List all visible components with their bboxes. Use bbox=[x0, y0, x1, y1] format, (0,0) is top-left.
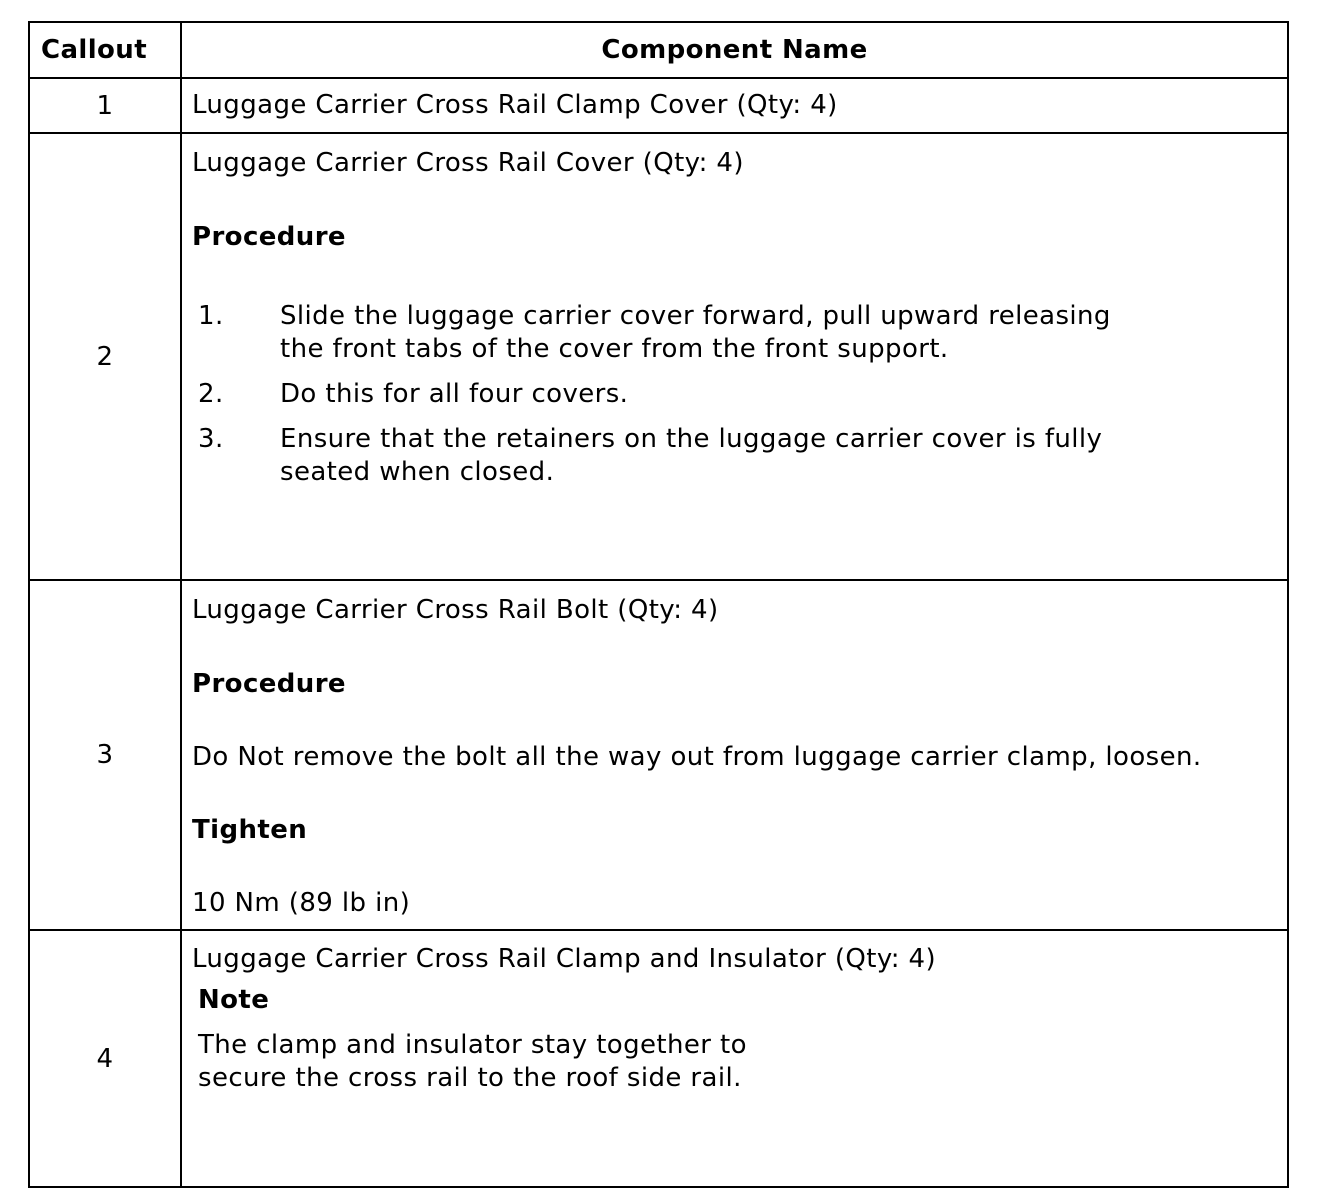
component-cell bbox=[181, 930, 1288, 1187]
list-item bbox=[192, 423, 1277, 489]
component-name: Luggage Carrier Cross Rail Clamp Cover (Qty: 4) bbox=[192, 90, 838, 120]
step-text: Slide the luggage carrier cover forward, pull upward releasing bbox=[280, 301, 1111, 331]
component-name: Luggage Carrier Cross Rail Cover (Qty: 4) bbox=[192, 148, 744, 178]
step-text: Do this for all four covers. bbox=[280, 379, 629, 409]
procedure-steps bbox=[192, 300, 1277, 489]
header-callout: Callout bbox=[29, 22, 181, 78]
note-heading: Note bbox=[198, 985, 270, 1015]
step-number: 3. bbox=[198, 424, 224, 454]
component-cell bbox=[181, 580, 1288, 930]
procedure-heading: Procedure bbox=[192, 222, 346, 252]
component-table bbox=[28, 21, 1289, 1188]
step-text: seated when closed. bbox=[280, 457, 555, 487]
step-number: 2. bbox=[198, 379, 224, 409]
tighten-heading: Tighten bbox=[192, 815, 308, 845]
table-row bbox=[29, 930, 1288, 1187]
table-row bbox=[29, 580, 1288, 930]
component-name: Luggage Carrier Cross Rail Clamp and Insulator (Qty: 4) bbox=[192, 944, 937, 974]
callout-number: 1 bbox=[29, 78, 181, 133]
list-item bbox=[192, 300, 1277, 366]
component-name: Luggage Carrier Cross Rail Bolt (Qty: 4) bbox=[192, 595, 719, 625]
procedure-heading: Procedure bbox=[192, 669, 346, 699]
torque-value: 10 Nm (89 lb in) bbox=[192, 888, 411, 918]
callout-number: 3 bbox=[29, 580, 181, 930]
table-row bbox=[29, 133, 1288, 580]
step-number: 1. bbox=[198, 301, 224, 331]
note-text: secure the cross rail to the roof side rail. bbox=[198, 1063, 742, 1093]
note-text: The clamp and insulator stay together to bbox=[198, 1030, 747, 1060]
component-cell bbox=[181, 133, 1288, 580]
callout-number: 2 bbox=[29, 133, 181, 580]
header-row bbox=[29, 22, 1288, 78]
step-text: the front tabs of the cover from the front support. bbox=[280, 334, 949, 364]
procedure-text: Do Not remove the bolt all the way out from luggage carrier clamp, loosen. bbox=[192, 742, 1202, 772]
table-row bbox=[29, 78, 1288, 133]
header-component-name: Component Name bbox=[181, 22, 1288, 78]
callout-number: 4 bbox=[29, 930, 181, 1187]
component-cell bbox=[181, 78, 1288, 133]
list-item bbox=[192, 378, 1277, 411]
step-text: Ensure that the retainers on the luggage carrier cover is fully bbox=[280, 424, 1103, 454]
